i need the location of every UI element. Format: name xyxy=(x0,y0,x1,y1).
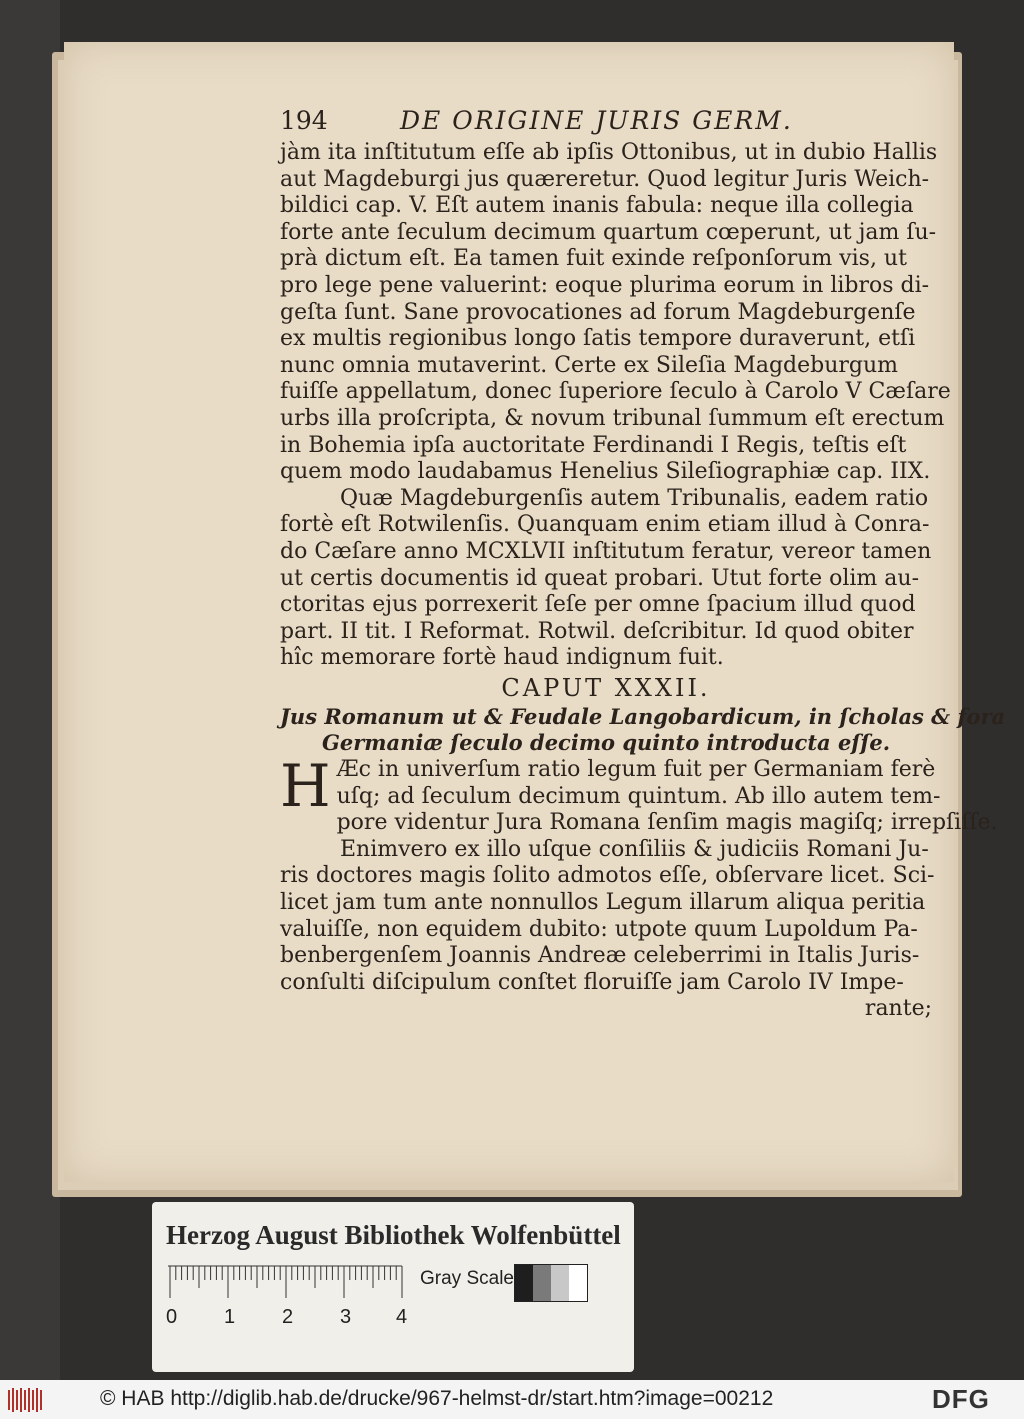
text-line: jàm ita inſtitutum eſſe ab ipſis Ottonibus, ut in dubio Hallis xyxy=(280,140,938,165)
text-line: ex multis regionibus longo ſatis tempore duraverunt, etſi xyxy=(280,326,916,352)
ruler-number: 2 xyxy=(282,1306,294,1328)
text-line: part. II tit. I Reformat. Rotwil. deſcribitur. Id quod obiter xyxy=(280,618,914,644)
text-line: hîc memorare fortè haud indignum fuit. xyxy=(280,645,724,671)
running-title: DE ORIGINE JURIS GERM. xyxy=(400,106,793,135)
page-text xyxy=(280,106,1006,1023)
ruler-number: 0 xyxy=(166,1306,178,1328)
chapter-subtitle-2: Germaniæ ſeculo decimo quinto introducta eſſe. xyxy=(321,730,891,756)
text-line: licet jam tum ante nonnullos Legum illarum aliqua peritia xyxy=(280,890,926,916)
paragraph-3-rest xyxy=(280,810,998,837)
text-line: forte ante ſeculum decimum quartum cœperunt, ut jam ſu- xyxy=(280,219,937,245)
ruler-numbers xyxy=(166,1306,416,1330)
text-line: valuiſſe, non equidem dubito: utpote quum Lupoldum Pa- xyxy=(280,916,918,942)
text-line: geſta ſunt. Sane provocationes ad forum Magdeburgenſe xyxy=(280,299,916,325)
text-line: fuiſſe appellatum, donec ſuperiore ſeculo à Carolo V Cæſare xyxy=(280,379,951,405)
text-line: prà dictum eſt. Ea tamen fuit exinde reſponſorum vis, ut xyxy=(280,246,907,272)
hab-logo-icon xyxy=(6,1386,46,1414)
text-line: Æc in univerſum ratio legum fuit per Germaniam ferè xyxy=(336,757,936,783)
swatch-light-gray xyxy=(551,1265,569,1301)
text-line: Enimvero ex illo uſque conſiliis & judiciis Romani Ju- xyxy=(340,836,929,862)
library-name: Herzog August Bibliothek Wolfenbüttel xyxy=(166,1220,621,1250)
text-line: nunc omnia mutaverint. Certe ex Sileſia Magdeburgum xyxy=(280,352,899,378)
ruler-number: 3 xyxy=(340,1306,352,1328)
dfg-logo: DFG xyxy=(932,1384,990,1414)
text-line: Quæ Magdeburgenſis autem Tribunalis, eadem ratio xyxy=(340,485,929,511)
text-line: do Cæſare anno MCXLVII inſtitutum feratur, vereor tamen xyxy=(280,538,932,564)
text-line: fortè eſt Rotwilenſis. Quanquam enim etiam illud à Conra- xyxy=(280,512,930,538)
text-line: pore videntur Jura Romana ſenſim magis magiſq; irrepſiſſe. xyxy=(336,810,998,836)
text-line: quem modo laudabamus Henelius Sileſiographiæ cap. IIX. xyxy=(280,459,931,485)
paragraph-3 xyxy=(280,752,941,821)
text-line: pro lege pene valuerint: eoque plurima eorum in libros di- xyxy=(280,272,930,298)
ruler-number: 4 xyxy=(396,1306,408,1328)
text-line: in Bohemia ipſa auctoritate Ferdinandi I Regis, teſtis eſt xyxy=(280,432,907,458)
text-line: benbergenſem Joannis Andreæ celeberrimi in Italis Juris- xyxy=(280,943,920,969)
library-label xyxy=(152,1202,634,1372)
paragraph-2 xyxy=(280,486,932,672)
chapter-subtitle-1: Jus Romanum ut & Feudale Langobardicum, in ſcholas & fora xyxy=(280,703,1006,729)
text-line: ut certis documentis id queat probari. Utut forte olim au- xyxy=(280,565,919,591)
footer-bar xyxy=(0,1380,1024,1419)
paragraph-4 xyxy=(280,836,935,997)
ruler-scale xyxy=(166,1264,406,1304)
scan-background xyxy=(0,0,60,1380)
footer-credit-link[interactable]: © HAB http://diglib.hab.de/drucke/967-helmst-dr/start.htm?image=00212 xyxy=(100,1387,774,1410)
text-line: ris doctores magis ſolito admotos eſſe, obſervare licet. Sci- xyxy=(280,863,935,889)
swatch-white xyxy=(569,1265,587,1301)
gray-scale-swatch xyxy=(514,1264,588,1302)
page-number: 194 xyxy=(280,106,328,135)
text-line: aut Magdeburgi jus quæreretur. Quod legitur Juris Weich- xyxy=(280,166,930,192)
text-line: conſulti diſcipulum conſtet floruiſſe jam Carolo IV Impe- xyxy=(280,969,904,995)
text-line: uſq; ad ſeculum decimum quintum. Ab illo autem tem- xyxy=(336,783,941,809)
ruler-number: 1 xyxy=(224,1306,236,1328)
paragraph-1 xyxy=(280,140,951,486)
swatch-dark-gray xyxy=(533,1265,551,1301)
swatch-black xyxy=(515,1265,533,1301)
drop-capital: H xyxy=(280,752,331,821)
text-line: ctoritas ejus porrexerit ſeſe per omne ſpacium illud quod xyxy=(280,592,916,618)
text-line: urbs illa proſcripta, & novum tribunal ſummum eſt erectum xyxy=(280,405,945,431)
catchword: rante; xyxy=(864,996,932,1022)
chapter-heading: CAPUT XXXII. xyxy=(501,673,711,702)
running-head xyxy=(280,106,932,136)
text-line: bildici cap. V. Eſt autem inanis fabula: neque illa collegia xyxy=(280,193,914,219)
gray-scale-label: Gray Scale xyxy=(420,1268,514,1289)
